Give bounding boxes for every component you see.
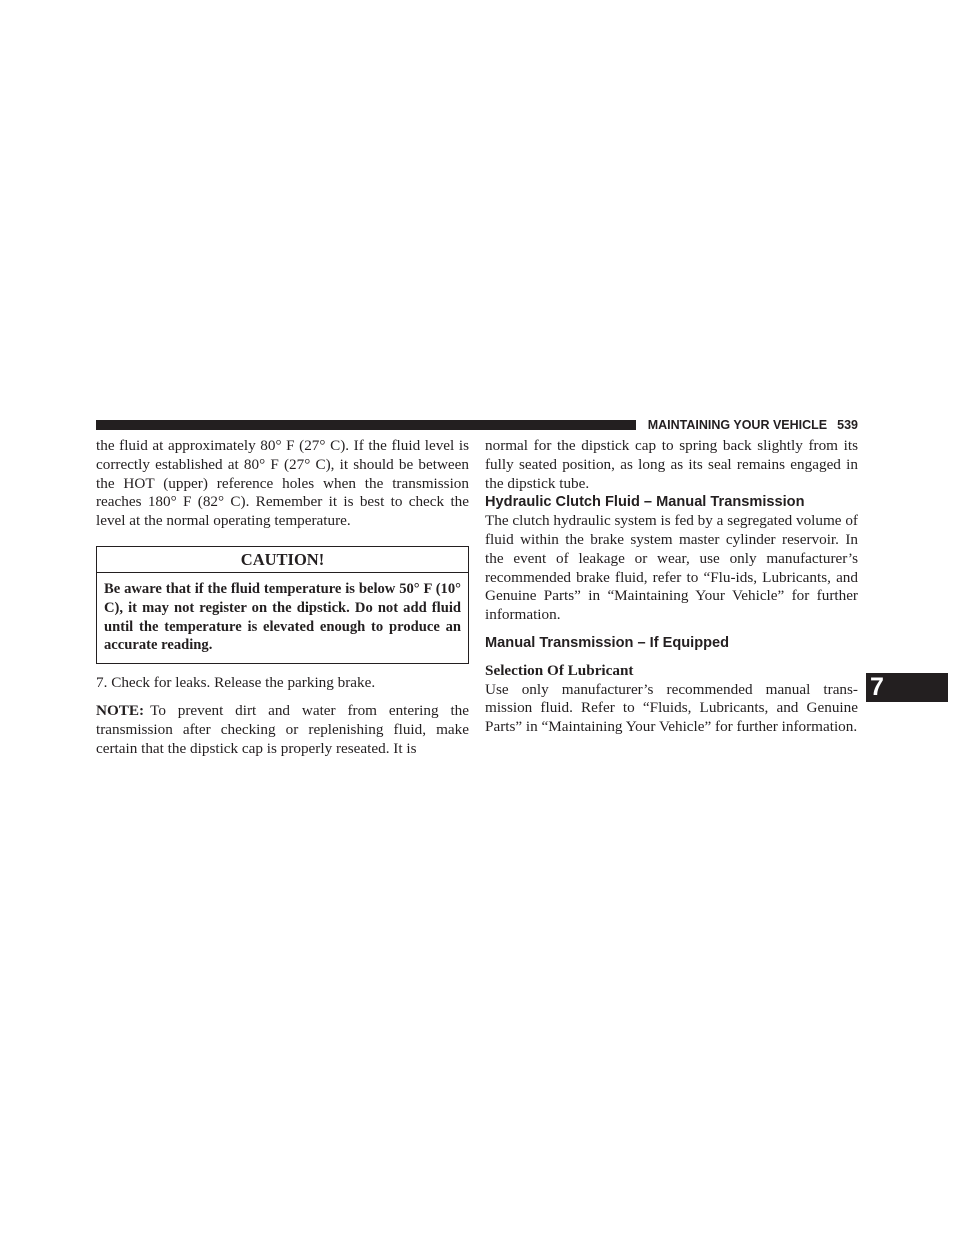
note-paragraph [96,702,469,758]
section-title: MAINTAINING YOUR VEHICLE [647,418,828,432]
subheading-selection-of-lubricant: Selection Of Lubricant [485,661,634,679]
section-heading-hydraulic-clutch: Hydraulic Clutch Fluid – Manual Transmission [485,494,805,511]
section-heading-manual-transmission: Manual Transmission – If Equipped [485,634,730,651]
step-7: 7. Check for leaks. Release the parking brake. [96,674,376,692]
body-paragraph: The clutch hydraulic system is fed by a segregated volume of fluid within the brake system master cylinder reservoir. In the event of leakage or wear, use only manufacturer’s recommended brake fluid, refer to “Flu-ids, Lubricants, and Genuine Parts” in “Maintaining Your Vehicle” for further information. [485,512,858,624]
note-label: NOTE: [96,701,145,719]
body-paragraph: normal for the dipstick cap to spring back slightly from its fully seated position, as long as its seal remains engaged in the dipstick tube. [485,437,858,492]
right-column [485,437,858,737]
body-paragraph: Use only manufacturer’s recommended manual trans-mission fluid. Refer to “Fluids, Lubricants, and Genuine Parts” in “Maintaining Your Vehicle” for further information. [485,680,858,736]
caution-box [96,546,469,664]
body-paragraph: the fluid at approximately 80° F (27° C). If the fluid level is correctly established at 80° F (27° C), it should be between the HOT (upper) reference holes when the transmission reaches 180° F (82° C). Remember it is best to check the level at the normal operating temperature. [96,437,469,530]
chapter-tab: 7 [866,673,948,702]
header-rule [96,420,636,430]
page-number: 539 [837,418,858,432]
note-text: To prevent dirt and water from entering the transmission after checking or replenishing fluid, make certain that the dipstick cap is properly reseated. It is [96,701,469,757]
caution-body: Be aware that if the fluid temperature is below 50° F (10° C), it may not register on the dipstick. Do not add fluid until the temperature is elevated enough to produce an accurate reading. [104,580,461,654]
caution-title: CAUTION! [97,547,468,573]
left-column [96,437,469,758]
running-header [644,417,858,433]
